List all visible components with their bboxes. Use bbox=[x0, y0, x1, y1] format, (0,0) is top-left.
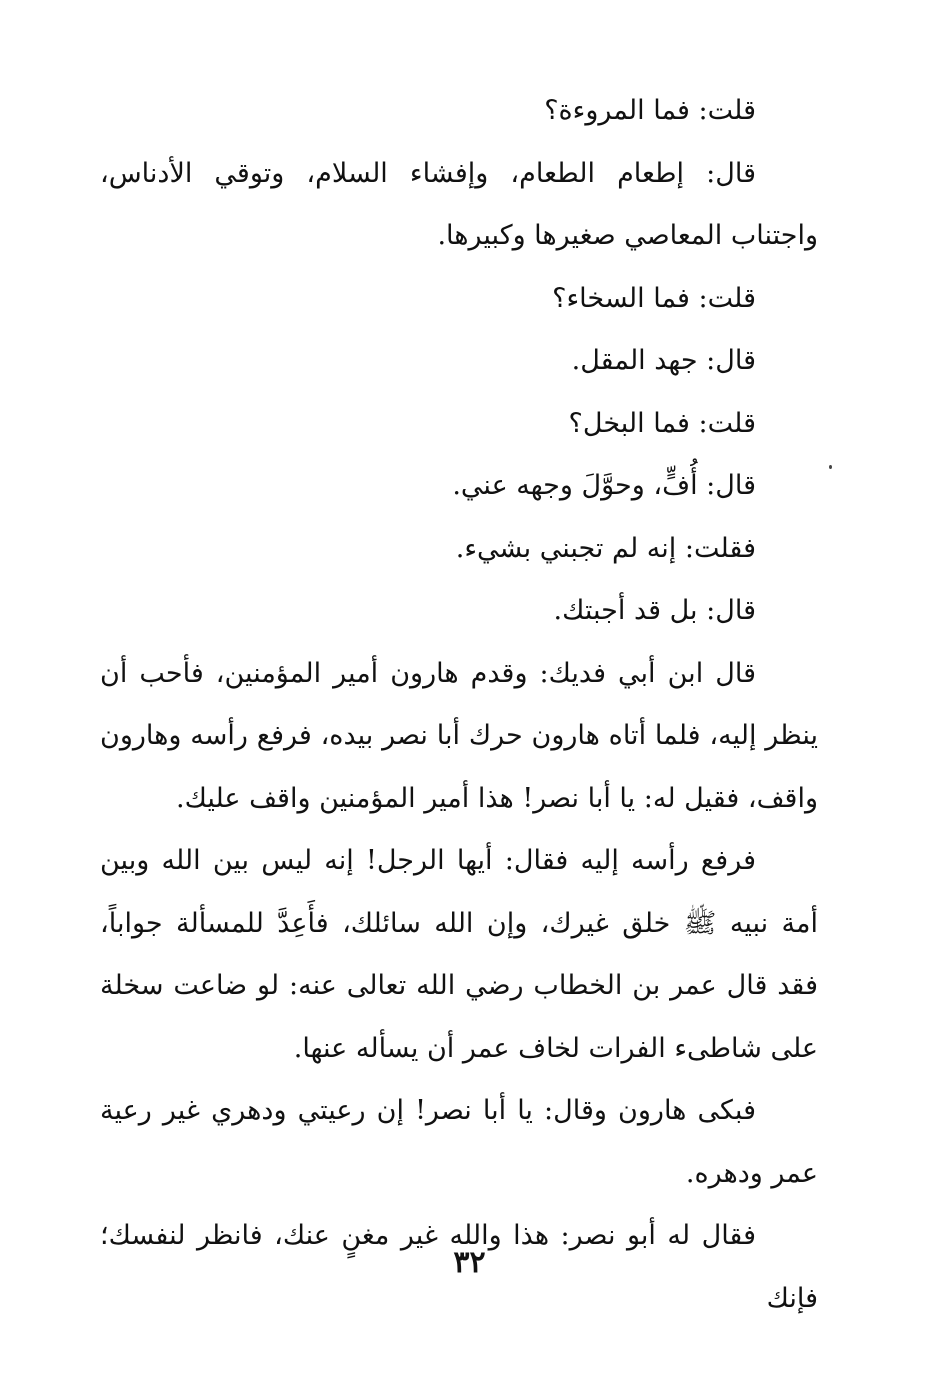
page-number: ٣٢ bbox=[453, 1245, 486, 1280]
paragraph-12: فقال له أبو نصر: هذا والله غير مغنٍ عنك، فانظر لنفسك؛ فإنك bbox=[100, 1220, 818, 1314]
paragraph-2: قال: إطعام الطعام، وإفشاء السلام، وتوقي الأدناس، واجتناب المعاصي صغيرها وكبيرها. bbox=[100, 157, 818, 251]
page-body-text bbox=[100, 80, 818, 1330]
paragraph-11: فبكى هارون وقال: يا أبا نصر! إن رعيتي ودهري غير رعية عمر ودهره. bbox=[100, 1095, 818, 1189]
paragraph-5: قلت: فما البخل؟ bbox=[568, 407, 756, 439]
paragraph-3: قلت: فما السخاء؟ bbox=[552, 282, 756, 314]
paragraph-8: قال: بل قد أجبتك. bbox=[553, 595, 756, 626]
paragraph-6: قال: أُفٍّ، وحوَّلَ وجهه عني. bbox=[452, 470, 756, 501]
paragraph-1: قلت: فما المروءة؟ bbox=[544, 95, 756, 126]
paragraph-7: فقلت: إنه لم تجبني بشيء. bbox=[455, 532, 756, 564]
paragraph-10: فرفع رأسه إليه فقال: أيها الرجل! إنه ليس بين الله وبين أمة نبيه ﷺ خلق غيرك، وإن الله سائلك، فأَعِدَّ للمسألة جواباً، فقد قال عمر بن الخطاب رضي الله تعالى عنه: لو ضاعت سخلة على شاطىء الفرات لخاف عمر أن يسأله عنها. bbox=[100, 845, 818, 1064]
scan-speck bbox=[829, 465, 832, 469]
paragraph-4: قال: جهد المقل. bbox=[571, 345, 756, 376]
paragraph-9: قال ابن أبي فديك: وقدم هارون أمير المؤمنين، فأحب أن ينظر إليه، فلما أتاه هارون حرك أبا نصر بيده، فرفع رأسه وهارون واقف، فقيل له: يا أبا نصر! هذا أمير المؤمنين واقف عليك. bbox=[100, 657, 818, 814]
